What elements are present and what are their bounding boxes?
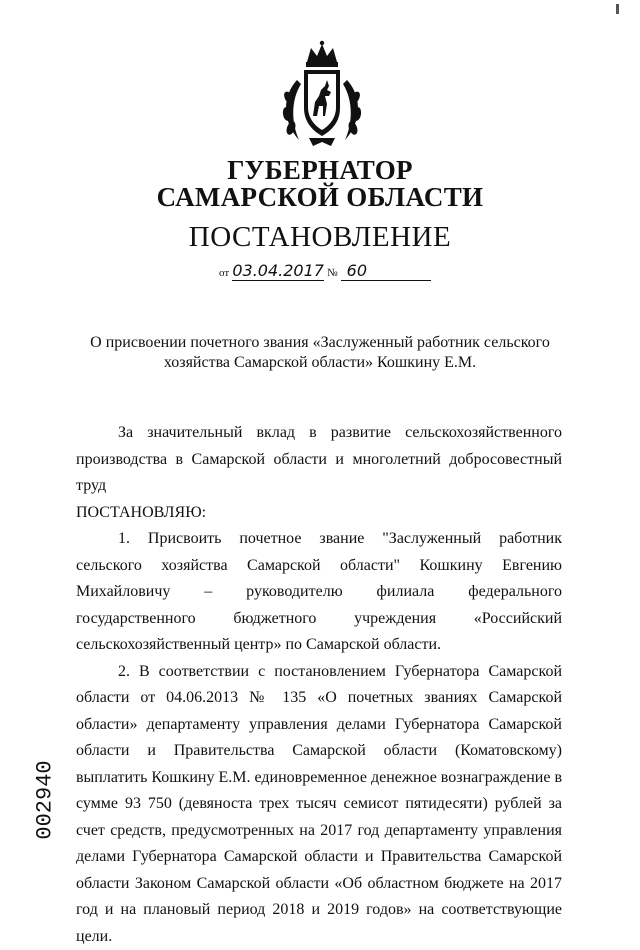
registration-number: 002940 (33, 760, 58, 839)
date-label: от (219, 267, 229, 279)
document-date: 03.04.2017 (232, 262, 324, 281)
samara-coat-of-arms-icon (269, 40, 375, 150)
document-number: 60 (341, 262, 431, 281)
date-number-line (216, 262, 431, 281)
document-type: ПОСТАНОВЛЕНИЕ (0, 221, 640, 254)
number-label: № (327, 267, 338, 279)
document-body (76, 420, 562, 950)
item-2-paragraph: 2. В соответствии с постановлением Губернатора Самарской области от 04.06.2013 № 135 «О почетных званиях Самарской области» департаменту управления делами Губернатора Самарской области и Правительства Самарской области (Коматовскому) выплатить Кошкину Е.М. единовременное денежное вознаграждение в сумме 93 750 (девяноста трех тысяч семисот пятидесяти) рублей за счет средств, предусмотренных на 2017 год департаменту управления делами Губернатора Самарской области и Правительства Самарской области Законом Самарской области «Об областном бюджете на 2017 год и на плановый период 2018 и 2019 годов» на соответствующие цели. (76, 659, 562, 950)
registration-stamp (25, 770, 65, 830)
preamble-paragraph: За значительный вклад в развитие сельскохозяйственного производства в Самарской области и многолетний добросовестный труд (76, 420, 562, 500)
item-1-paragraph: 1. Присвоить почетное звание "Заслуженный работник сельского хозяйства Самарской области" Кошкину Евгению Михайловичу – руководителю филиала федерального государственного бюджетного учреждения «Российский сельскохозяйственный центр» по Самарской области. (76, 526, 562, 659)
authority-title: ГУБЕРНАТОР (0, 155, 640, 186)
document-subject: О присвоении почетного звания «Заслуженный работник сельского хозяйства Самарской области» Кошкину Е.М. (70, 333, 570, 373)
decree-word: ПОСТАНОВЛЯЮ: (76, 500, 562, 527)
authority-region: САМАРСКОЙ ОБЛАСТИ (0, 182, 640, 213)
scan-mark (616, 4, 619, 14)
